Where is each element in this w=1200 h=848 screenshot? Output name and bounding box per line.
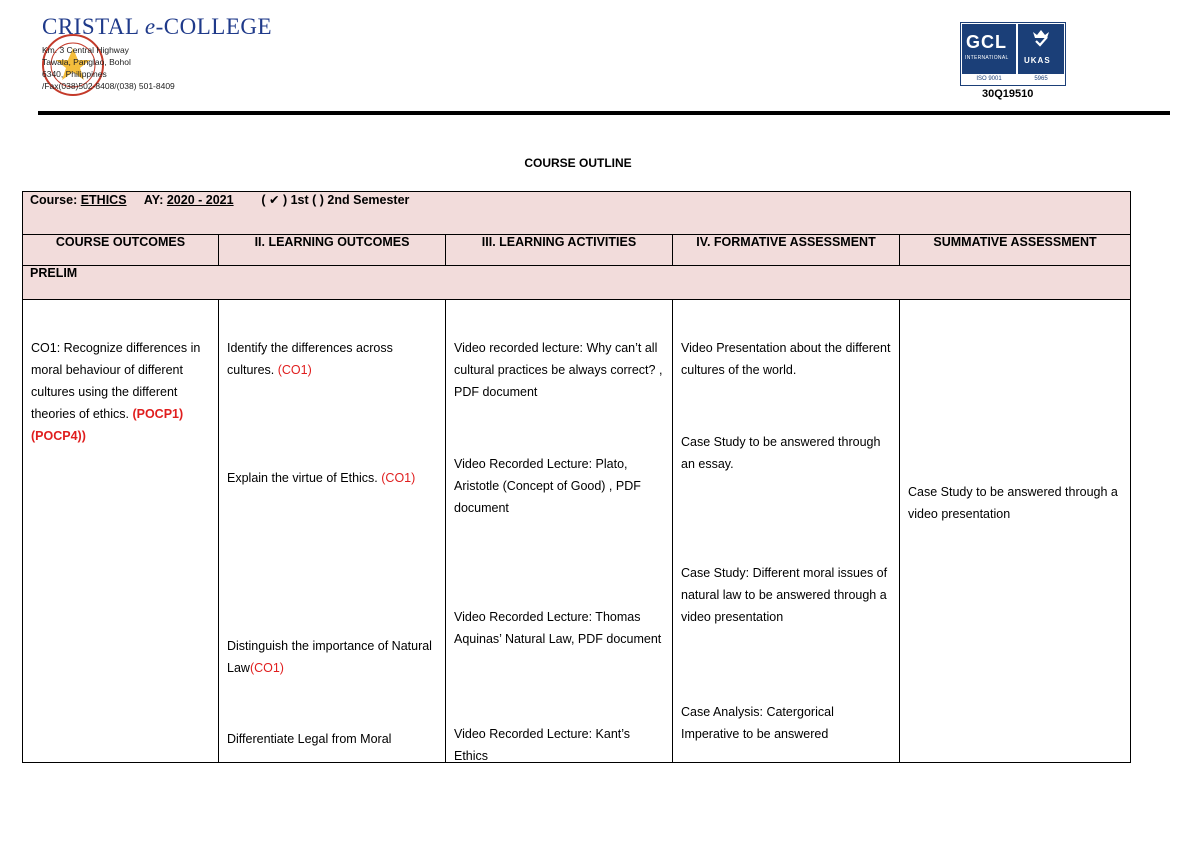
course-label: Course: xyxy=(30,193,81,207)
header-divider xyxy=(38,111,1170,115)
gcl-label: GCL xyxy=(966,32,1007,52)
crown-check-icon xyxy=(1030,26,1052,48)
address-line: Km. 3 Central Highway xyxy=(42,45,129,55)
ukas-label: UKAS xyxy=(1024,56,1051,65)
iso-label: ISO 9001 xyxy=(962,73,1016,85)
learning-activity: Video Recorded Lecture: Plato, Aristotle (Concept of Good) , PDF document xyxy=(454,457,641,515)
cert-number: 5965 xyxy=(1018,73,1064,85)
column-header: IV. FORMATIVE ASSESSMENT xyxy=(673,235,900,266)
college-name: CRISTAL e-COLLEGE xyxy=(42,14,273,39)
iso-certification-badge xyxy=(960,22,1065,102)
course-value: ETHICS xyxy=(80,193,127,207)
formative-assessment: Video Presentation about the different cultures of the world. xyxy=(681,341,891,377)
page-title: COURSE OUTLINE xyxy=(524,156,632,170)
ay-label: AY: xyxy=(143,193,167,207)
college-logo xyxy=(38,14,278,94)
column-header: SUMMATIVE ASSESSMENT xyxy=(900,235,1131,266)
gcl-sub-label: INTERNATIONAL xyxy=(965,55,1009,61)
learning-outcome: Differentiate Legal from Moral xyxy=(227,732,392,746)
ay-value: 2020 - 2021 xyxy=(166,193,234,207)
learning-activity: Video Recorded Lecture: Kant’s Ethics xyxy=(454,727,631,763)
formative-assessment: Case Study: Different moral issues of natural law to be answered through a video presentation xyxy=(681,566,888,624)
column-header: COURSE OUTCOMES xyxy=(23,235,219,266)
learning-outcomes-cell xyxy=(219,300,446,763)
formative-assessment: Case Study to be answered through an essay. xyxy=(681,435,881,471)
address-line: /Fax(038)502-8408/(038) 501-8409 xyxy=(42,81,175,91)
learning-outcome: Identify the differences across cultures. (CO1) xyxy=(227,341,393,377)
learning-activity: Video recorded lecture: Why can’t all cultural practices be always correct? , PDF document xyxy=(454,341,663,399)
table-row xyxy=(23,300,1131,763)
college-address xyxy=(42,44,175,92)
formative-assessment: Case Analysis: Catergorical Imperative to be answered xyxy=(681,705,834,741)
learning-activities-cell xyxy=(446,300,673,763)
column-header: II. LEARNING OUTCOMES xyxy=(219,235,446,266)
address-line: Tawala, Panglao, Bohol xyxy=(42,57,131,67)
section-label: PRELIM xyxy=(23,266,1131,300)
course-info-row xyxy=(23,192,1131,235)
semester-selection: ( ✔ ) 1st ( ) 2nd Semester xyxy=(261,193,410,207)
summative-assessment-cell xyxy=(900,300,1131,763)
course-outcome-text: CO1: Recognize differences in moral behaviour of different cultures using the different theories of ethics. xyxy=(31,341,201,421)
course-outline-table xyxy=(22,191,1131,763)
cert-code: 30Q19510 xyxy=(982,88,1034,100)
course-outcome-cell xyxy=(23,300,219,763)
summative-assessment: Case Study to be answered through a video presentation xyxy=(908,485,1118,521)
course-info-cell xyxy=(23,192,1131,235)
learning-outcome: Explain the virtue of Ethics. (CO1) xyxy=(227,471,416,485)
column-header: III. LEARNING ACTIVITIES xyxy=(446,235,673,266)
section-row xyxy=(23,266,1131,300)
learning-activity: Video Recorded Lecture: Thomas Aquinas’ Natural Law, PDF document xyxy=(454,610,662,646)
course-outcome xyxy=(31,337,212,447)
course-outcome-tags: (POCP1) (POCP4)) xyxy=(31,407,184,443)
formative-assessment-cell xyxy=(673,300,900,763)
learning-outcome: Distinguish the importance of Natural Law(CO1) xyxy=(227,639,432,675)
column-header-row xyxy=(23,235,1131,266)
address-line: 6340, Philippines xyxy=(42,69,107,79)
